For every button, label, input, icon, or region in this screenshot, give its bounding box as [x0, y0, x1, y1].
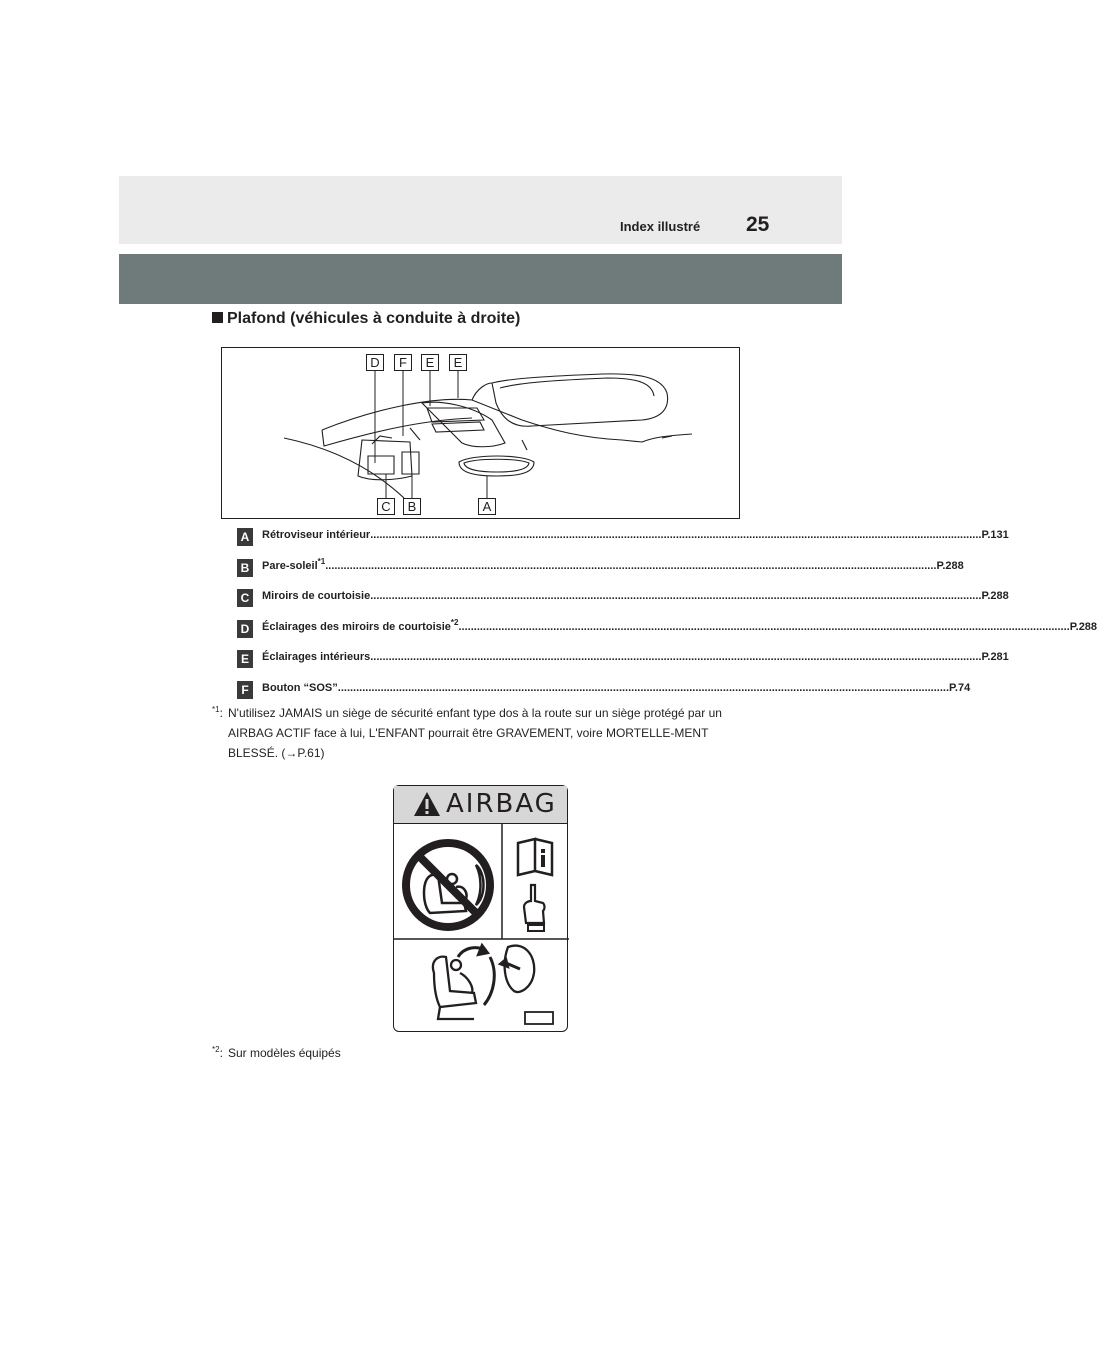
header-band: [119, 176, 842, 244]
item-row-b: [237, 556, 964, 581]
footnote-2-text: Sur modèles équipés: [228, 1046, 341, 1060]
page-number: 25: [746, 213, 770, 236]
item-page-ref[interactable]: P.74: [949, 681, 971, 694]
label-code-box: [525, 1012, 553, 1024]
callout-C: C: [377, 498, 395, 515]
item-row-d: [237, 617, 1097, 642]
pointing-hand-icon: [524, 885, 545, 931]
seat-airbag-distance-icon: [433, 945, 534, 1019]
callout-F: F: [394, 354, 412, 371]
item-page-ref[interactable]: P.288: [936, 559, 964, 572]
item-row-a: [237, 528, 1009, 550]
item-letter-badge: E: [237, 650, 253, 668]
item-page-ref[interactable]: P.288: [1069, 620, 1097, 633]
warning-triangle-icon: [412, 790, 442, 818]
item-page-ref[interactable]: P.131: [981, 529, 1009, 541]
airbag-label-title: AIRBAG: [446, 789, 557, 819]
square-bullet-icon: [212, 312, 223, 323]
item-letter-badge: A: [237, 528, 253, 546]
item-label: Pare-soleil: [262, 559, 318, 572]
item-footnote-mark: *2: [450, 617, 459, 627]
item-label: Éclairages intérieurs: [262, 651, 371, 663]
chapter-title: Index illustré: [620, 219, 701, 234]
item-label: Rétroviseur intérieur: [262, 529, 371, 541]
callout-A: A: [478, 498, 496, 515]
item-footnote-mark: *1: [317, 556, 326, 566]
leader-dots: ........................................................................................................................................................................................................: [325, 559, 937, 572]
footnote-1-text: N'utilisez JAMAIS un siège de sécurité enfant type dos à la route sur un siège protégé par un AIRBAG ACTIF face à lui, L'ENFANT pourrait être GRAVEMENT, voire MORTELLE-MENT BLESSÉ. (→P.61): [228, 706, 722, 760]
airbag-label-pictograms: [394, 823, 569, 1033]
callout-E-2: E: [449, 354, 467, 371]
leader-dots: ........................................................................................................................................................................................................: [458, 620, 1070, 633]
item-page-ref[interactable]: P.281: [981, 651, 1009, 663]
item-label: Éclairages des miroirs de courtoisie: [262, 620, 451, 633]
airbag-warning-label: [393, 785, 568, 1032]
item-page-ref[interactable]: P.288: [981, 590, 1009, 602]
item-label: Miroirs de courtoisie: [262, 590, 371, 602]
leader-dots: ........................................................................................................................................................................................................: [370, 529, 982, 541]
ceiling-drawing: [222, 348, 741, 520]
item-row-f: [237, 681, 971, 703]
item-letter-badge: D: [237, 620, 253, 638]
airbag-label-header: [394, 786, 567, 824]
item-letter-badge: C: [237, 589, 253, 607]
leader-dots: ........................................................................................................................................................................................................: [337, 681, 950, 694]
item-letter-badge: F: [237, 681, 253, 699]
footnote-2-mark: *2: [212, 1045, 220, 1054]
leader-dots: ........................................................................................................................................................................................................: [370, 651, 982, 663]
item-letter-badge: B: [237, 559, 253, 577]
no-rear-facing-child-seat-icon: [406, 843, 490, 927]
item-row-c: [237, 589, 1009, 611]
item-row-e: [237, 650, 1009, 672]
header-bar: [119, 254, 842, 304]
owners-manual-icon: [518, 839, 552, 875]
callout-D: D: [366, 354, 384, 371]
section-title: Plafond (véhicules à conduite à droite): [212, 310, 520, 328]
footnote-1-mark: *1: [212, 705, 220, 714]
callout-E-1: E: [421, 354, 439, 371]
ceiling-illustration: [221, 347, 740, 519]
callout-B: B: [403, 498, 421, 515]
leader-dots: ........................................................................................................................................................................................................: [370, 590, 982, 602]
item-label: Bouton “SOS”: [262, 681, 338, 694]
